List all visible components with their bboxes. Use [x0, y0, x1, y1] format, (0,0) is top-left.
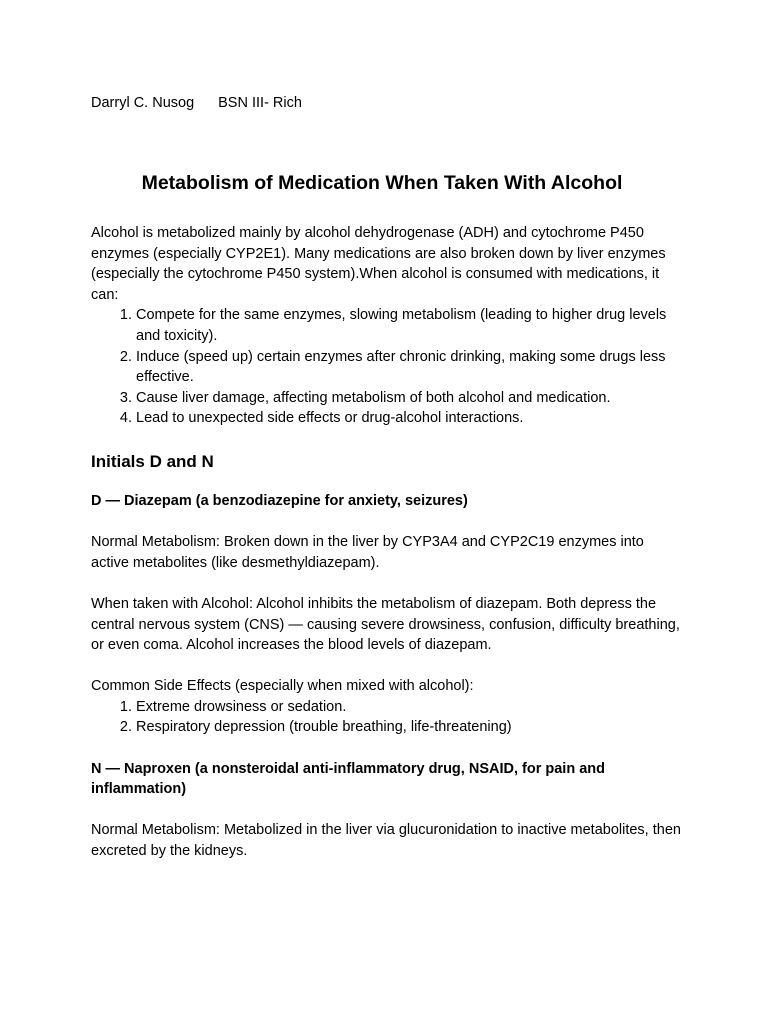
section-heading: Initials D and N: [91, 451, 214, 471]
intro-paragraph: Alcohol is metabolized mainly by alcohol dehydrogenase (ADH) and cytochrome P450 enzymes (especially CYP2E1). Many medications are also broken down by liver enzymes (especially the cytochrome P450 system).When alcohol is consumed with medications, it can:: [91, 225, 666, 303]
list-item: 2. Induce (speed up) certain enzymes after chronic drinking, making some drugs less effective.: [136, 347, 681, 388]
naproxen-heading: N — Naproxen (a nonsteroidal anti-inflammatory drug, NSAID, for pain and inflammation): [91, 760, 605, 798]
diazepam-side-effects-list: [91, 697, 681, 738]
author-class: BSN III- Rich: [218, 95, 302, 111]
list-item: 1. Extreme drowsiness or sedation.: [136, 697, 681, 718]
diazepam-heading: D — Diazepam (a benzodiazepine for anxiety, seizures): [91, 492, 468, 509]
diazepam-normal-metabolism: Normal Metabolism: Broken down in the liver by CYP3A4 and CYP2C19 enzymes into active metabolites (like desmethyldiazepam).: [91, 534, 644, 571]
diazepam-with-alcohol: When taken with Alcohol: Alcohol inhibits the metabolism of diazepam. Both depress the central nervous system (CNS) — causing severe drowsiness, confusion, difficulty breathing, or even coma. Alcohol increases the blood levels of diazepam.: [91, 595, 680, 654]
author-name: Darryl C. Nusog: [91, 95, 195, 111]
author-line: [91, 93, 681, 113]
intro-list: [91, 305, 681, 429]
list-item: 1. Compete for the same enzymes, slowing metabolism (leading to higher drug levels and toxicity).: [136, 305, 681, 346]
list-item: 4. Lead to unexpected side effects or drug-alcohol interactions.: [136, 408, 681, 429]
naproxen-normal-metabolism: Normal Metabolism: Metabolized in the liver via glucuronidation to inactive metabolites, then excreted by the kidneys.: [91, 822, 681, 860]
document-title: Metabolism of Medication When Taken With Alcohol: [141, 172, 623, 194]
list-item: 3. Cause liver damage, affecting metabolism of both alcohol and medication.: [136, 388, 681, 409]
document-body: [91, 93, 681, 862]
diazepam-side-effects-intro: Common Side Effects (especially when mixed with alcohol):: [91, 678, 474, 695]
list-item: 2. Respiratory depression (trouble breathing, life-threatening): [136, 717, 681, 738]
